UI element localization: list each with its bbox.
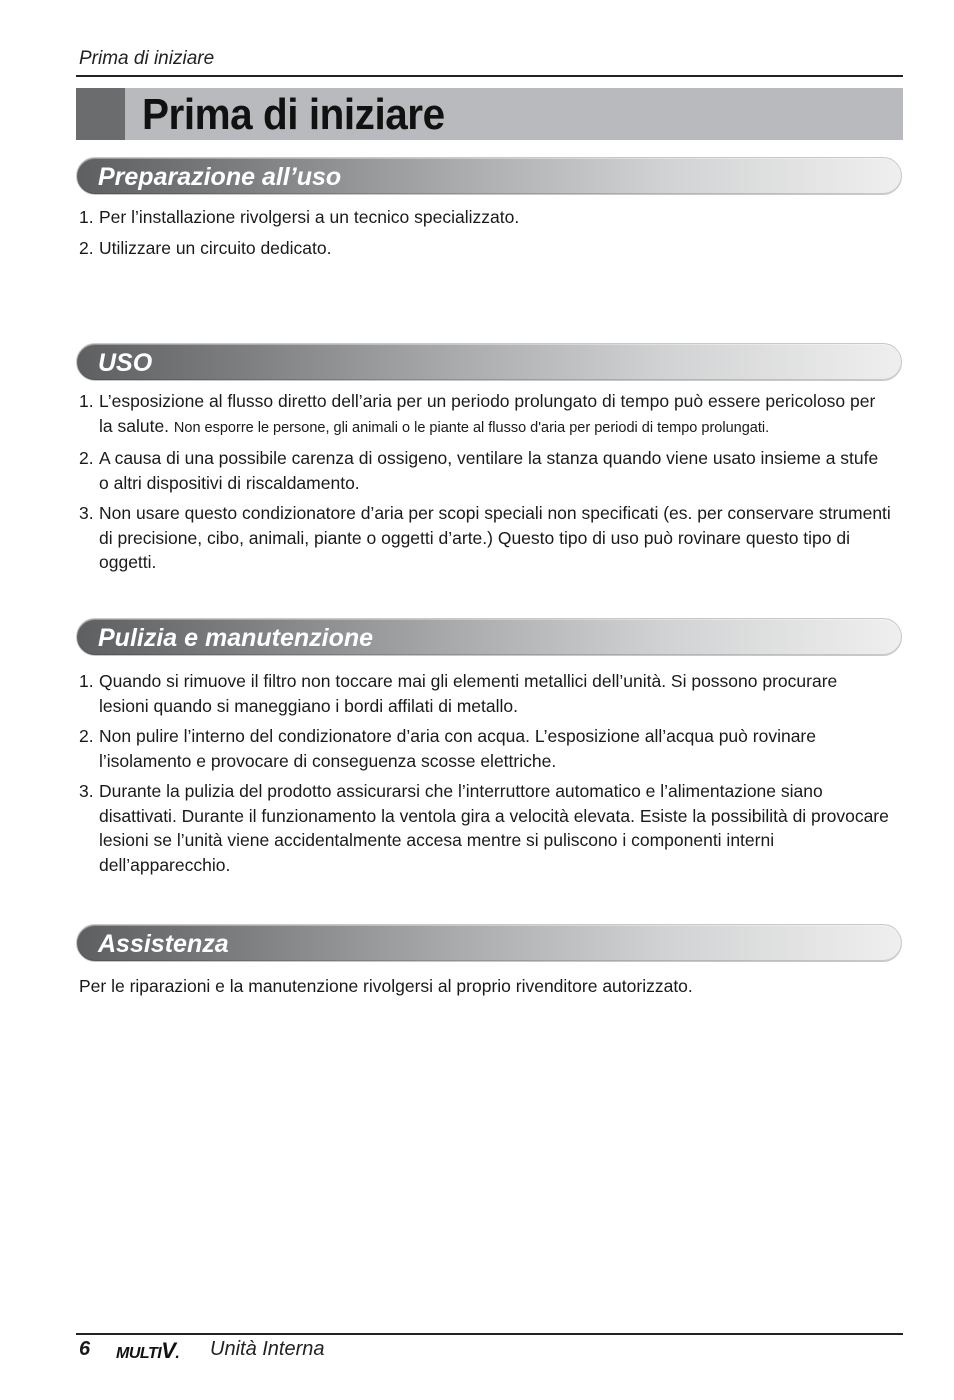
item-text: Quando si rimuove il filtro non toccare mai gli elementi metallici dell’unità. Si possono procurare lesioni quando si maneggiano i bordi affilati di metallo. [99, 671, 838, 716]
list-item [79, 389, 891, 440]
list-item [79, 724, 891, 773]
item-text: Durante la pulizia del prodotto assicurarsi che l’interruttore automatico e l’alimentazione siano disattivati. Durante il funzionamento la ventola gira a velocità elevata. Esiste la possibilità di provocare lesioni se l’unità viene accidentalmente accesa mentre si puliscono i componenti interni dell’apparecchio. [99, 781, 889, 875]
list-item [79, 236, 891, 261]
multi-v-logo [116, 1338, 179, 1364]
uso-list [79, 389, 891, 581]
running-header: Prima di iniziare [79, 48, 215, 69]
section-header-pulizia [76, 618, 902, 656]
item-text: Non pulire l’interno del condizionatore d’aria con acqua. L’esposizione all’acqua può rovinare l’isolamento e provocare di conseguenza scosse elettriche. [99, 726, 816, 771]
header-rule [76, 75, 903, 77]
item-number: 2. [79, 448, 94, 468]
item-number: 1. [79, 671, 94, 691]
section-title: USO [98, 349, 153, 377]
item-text: L’esposizione al flusso diretto dell’aria per un periodo prolungato di tempo può essere pericoloso per la salute. [99, 391, 876, 436]
item-text: Per l’installazione rivolgersi a un tecnico specializzato. [99, 207, 520, 227]
section-header-uso [76, 343, 902, 381]
page-title: Prima di iniziare [142, 90, 445, 139]
preparazione-list [79, 205, 891, 266]
page-number: 6 [79, 1338, 91, 1360]
section-title: Preparazione all’uso [98, 163, 342, 191]
item-number: 2. [79, 237, 94, 258]
item-text: A causa di una possibile carenza di ossigeno, ventilare la stanza quando viene usato insieme a stufe o altri dispositivi di riscaldamento. [99, 448, 879, 493]
list-item [79, 779, 891, 877]
list-item [79, 446, 891, 495]
item-number: 3. [79, 781, 94, 801]
list-item [79, 205, 891, 230]
item-number: 2. [79, 726, 94, 746]
footer-label: Unità Interna [210, 1338, 325, 1360]
list-item [79, 669, 891, 718]
item-text: Utilizzare un circuito dedicato. [99, 237, 332, 258]
pulizia-list [79, 669, 891, 883]
page-title-bar [76, 88, 903, 140]
logo-dot: . [175, 1345, 180, 1362]
footer-rule [76, 1333, 903, 1335]
assistenza-text: Per le riparazioni e la manutenzione rivolgersi al proprio rivenditore autorizzato. [79, 976, 693, 996]
section-header-preparazione [76, 157, 902, 195]
logo-text: MULTI [116, 1345, 162, 1362]
title-accent-block [76, 88, 125, 140]
item-number: 1. [79, 391, 94, 411]
logo-v: V [161, 1338, 176, 1363]
list-item [79, 501, 891, 575]
item-number: 3. [79, 503, 94, 523]
section-title: Assistenza [98, 930, 229, 958]
item-note: Non esporre le persone, gli animali o le piante al flusso d'aria per periodi di tempo prolungati. [173, 419, 770, 436]
section-header-assistenza [76, 924, 902, 962]
item-text: Non usare questo condizionatore d’aria per scopi speciali non specificati (es. per conservare strumenti di precisione, cibo, animali, piante o oggetti d’arte.) Questo tipo di uso può rovinare questo tipo di oggetti. [99, 503, 891, 572]
item-number: 1. [79, 207, 94, 227]
section-title: Pulizia e manutenzione [98, 624, 374, 652]
